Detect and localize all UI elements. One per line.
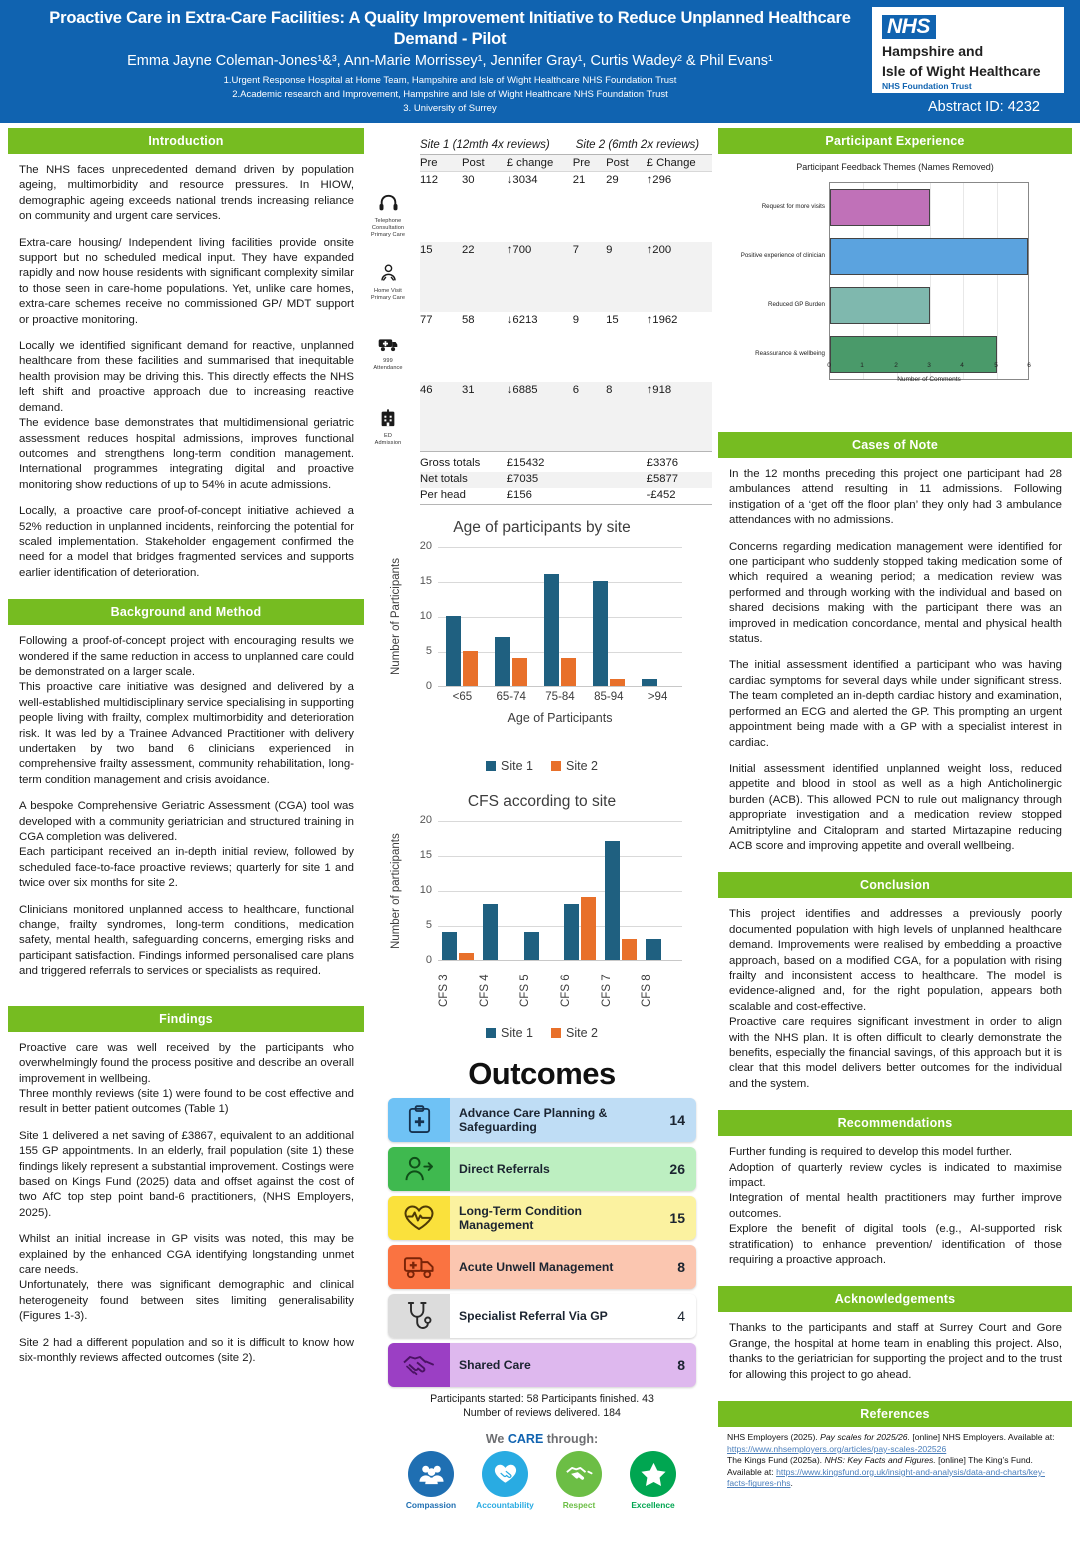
cell-r0c2: ↓3034 bbox=[506, 174, 538, 186]
people-icon bbox=[408, 1451, 454, 1497]
feedback-ylabel-1: Positive experience of clinician bbox=[740, 252, 825, 259]
chart-age-by-site bbox=[372, 519, 712, 775]
cell-r1c5: ↑200 bbox=[647, 242, 712, 312]
table-row bbox=[420, 382, 712, 452]
legend-label-site2: Site 2 bbox=[566, 758, 598, 773]
outcomes-title: Outcomes bbox=[468, 1055, 616, 1091]
chart-cfs-ytick-20: 20 bbox=[419, 813, 432, 826]
section-body-conclusion bbox=[718, 898, 1072, 1096]
section-header-recommendations: Recommendations bbox=[718, 1110, 1072, 1136]
care-title-suffix: through: bbox=[543, 1431, 599, 1446]
stats-line-2: Number of reviews delivered. 184 bbox=[463, 1406, 621, 1419]
table-row-icons bbox=[362, 194, 414, 460]
middle-column bbox=[372, 128, 712, 1510]
chart-cfs-title: CFS according to site bbox=[467, 792, 617, 810]
chart-age-xtick-1: 65-74 bbox=[496, 690, 526, 703]
legend-label-site1: Site 1 bbox=[501, 758, 533, 773]
case-p3: The initial assessment identified a participant who was having cardiac symptoms for several days while under significant stress. The team completed an in-depth cardiac history and examination, performed an ECG and alerted the GP. This prompting an urgent appointment being made with a GP with a specialist interest in cardiac. bbox=[729, 659, 1062, 749]
care-values-block bbox=[372, 1432, 712, 1510]
outcome-card-acute-unwell[interactable] bbox=[388, 1245, 696, 1289]
ambulance-icon bbox=[362, 336, 414, 358]
section-body-acknowledgements bbox=[718, 1312, 1072, 1387]
totals-site2-perhead: -£452 bbox=[646, 489, 676, 501]
section-header-conclusion: Conclusion bbox=[718, 872, 1072, 898]
chart-age-xlabel: Age of Participants bbox=[507, 710, 613, 725]
find-p2: Three monthly reviews (site 1) were found to be cost effective and result in better patient outcomes (Table 1) bbox=[19, 1087, 354, 1116]
rec-p4: Explore the benefit of digital tools (e.g., AI-supported risk stratification) to enhance prevention/ identification of those requiring a proactive approach. bbox=[729, 1223, 1062, 1267]
home-visit-icon bbox=[362, 264, 414, 288]
intro-p5: Locally, a proactive care proof-of-concept initiative achieved a 52% reduction in unplanned incidents, reinforcing the potential for scaled implementation. Stakeholder engagement confirmed the need for a model that bridges fragmented services and supports earlier identification of deterioration. bbox=[19, 505, 354, 579]
care-title-bold: CARE bbox=[507, 1431, 544, 1446]
ref2-suffix: . bbox=[790, 1478, 793, 1489]
chart-age-plot bbox=[419, 539, 682, 692]
totals-label-gross: Gross totals bbox=[420, 457, 481, 469]
affiliation-1: 1.Urgent Response Hospital at Home Team, Hampshire and Isle of Wight Healthcare NHS Foundation Trust bbox=[223, 75, 677, 86]
table-row bbox=[420, 172, 712, 242]
outcome-count-specialist-referral: 4 bbox=[677, 1307, 685, 1324]
section-header-findings: Findings bbox=[8, 1006, 364, 1032]
outcome-count-direct-referrals: 26 bbox=[669, 1160, 685, 1177]
feedback-bar-row-3 bbox=[830, 330, 1028, 379]
care-value-excellence bbox=[624, 1451, 682, 1510]
chart-age-ytick-10: 10 bbox=[419, 609, 432, 622]
totals-row-gross bbox=[420, 456, 712, 472]
totals-row-perhead bbox=[420, 488, 712, 504]
bg-p4: Each participant received an in-depth initial review, followed by scheduled face-to-face proactive reviews; quarterly for site 1 and twice over six months for site 2. bbox=[19, 846, 354, 890]
nhs-wordmark: NHS bbox=[882, 15, 936, 39]
ref2-prefix: The Kings Fund (2025a). bbox=[727, 1455, 825, 1466]
chart-cfs-group-1 bbox=[479, 820, 520, 960]
cell-r0c0: 112 bbox=[420, 174, 439, 186]
chart-cfs-group-3 bbox=[560, 820, 601, 960]
intro-p4: The evidence base demonstrates that multidimensional geriatric assessment reduces hospital admissions, improves functional outcomes and strengthens long-term condition management. International programmes integrating digital and proactive monitoring show reductions of up to 54% in acute admissions. bbox=[19, 417, 354, 491]
cell-r3c0: 46 bbox=[420, 382, 462, 452]
cell-r3c5: ↑918 bbox=[647, 382, 712, 452]
feedback-xtick-2: 2 bbox=[894, 362, 898, 369]
outcome-label-specialist-referral: Specialist Referral Via GP bbox=[459, 1308, 608, 1323]
cell-r2c5: ↑1962 bbox=[646, 313, 678, 326]
totals-site2-gross: £3376 bbox=[646, 457, 679, 469]
table-icon-caption-1a: Telephone Consultation bbox=[371, 218, 405, 231]
outcome-card-advance-care-planning[interactable] bbox=[388, 1098, 696, 1142]
chart-cfs-group-5 bbox=[641, 820, 682, 960]
outcome-count-advance-care-planning: 14 bbox=[669, 1111, 685, 1128]
table-row bbox=[420, 312, 712, 382]
col-head-4: Post bbox=[606, 155, 647, 172]
table-icon-row-1 bbox=[362, 194, 414, 256]
cell-r0c1: 30 bbox=[462, 174, 475, 186]
table-icon-caption-2a: Home Visit bbox=[374, 288, 402, 294]
care-value-respect bbox=[550, 1451, 608, 1510]
legend-label-cfs-site1: Site 1 bbox=[501, 1025, 533, 1040]
cell-r0c4: 29 bbox=[606, 174, 619, 186]
table-row bbox=[420, 242, 712, 312]
author-list: Emma Jayne Coleman-Jones¹&³, Ann-Marie Morrissey¹, Jennifer Gray¹, Curtis Wadey² & Phil Evans¹ bbox=[127, 53, 773, 69]
chart-cfs-xtick-1: CFS 4 bbox=[478, 974, 491, 1007]
outcome-label-direct-referrals: Direct Referrals bbox=[459, 1161, 550, 1176]
ref1-mid: [online] NHS Employers. Available at: bbox=[909, 1432, 1055, 1443]
outcomes-block bbox=[372, 1056, 712, 1420]
ref2-link[interactable]: https://www.kingsfund.org.uk/insight-and-analysis/data-and-charts/key-facts-figures-nhs bbox=[727, 1466, 1045, 1489]
cell-r1c4: 9 bbox=[606, 242, 647, 312]
outcome-card-specialist-referral[interactable] bbox=[388, 1294, 696, 1338]
chart-cfs-xtick-5: CFS 8 bbox=[641, 974, 654, 1007]
ref1-prefix: NHS Employers (2025). bbox=[727, 1432, 821, 1443]
chart-age-xticklabels bbox=[438, 691, 682, 703]
legend-label-cfs-site2: Site 2 bbox=[566, 1025, 598, 1040]
col-head-0: Pre bbox=[420, 155, 462, 172]
chart-age-ytick-15: 15 bbox=[419, 574, 432, 587]
feedback-bar-row-0 bbox=[830, 183, 1028, 232]
col-head-5: £ Change bbox=[647, 155, 712, 172]
ref2-title: NHS: Key Facts and Figures. bbox=[824, 1455, 936, 1466]
outcome-count-acute-unwell: 8 bbox=[677, 1258, 685, 1275]
feedback-xtick-3: 3 bbox=[927, 362, 931, 369]
table-icon-caption-4b: Admission bbox=[374, 440, 402, 446]
care-title-prefix: We bbox=[485, 1431, 508, 1446]
section-header-cases-of-note: Cases of Note bbox=[718, 432, 1072, 458]
chart-age-group-4 bbox=[633, 546, 682, 686]
intro-p2: Extra-care housing/ Independent living facilities provide onsite support but no scheduled medical input. They have expanded rapidly and now house residents with significant complexity similar to those seen in care-home populations. Yet, unlike care homes, extra-care schemes receive no commissioned GP/ MDT support or proactive monitoring. bbox=[19, 236, 354, 326]
ref1-link[interactable]: https://www.nhsemployers.org/articles/pay-scales-202526 bbox=[727, 1443, 947, 1454]
participant-stats bbox=[372, 1392, 712, 1420]
nhs-logo bbox=[872, 7, 1064, 93]
col-head-1: Post bbox=[462, 155, 507, 172]
chart-cfs-ytick-5: 5 bbox=[425, 918, 432, 931]
chart-cfs-xtick-0: CFS 3 bbox=[438, 974, 450, 1007]
section-body-findings bbox=[8, 1032, 364, 1371]
left-column bbox=[8, 128, 364, 1370]
bg-p2: This proactive care initiative was designed and delivered by a well-established multidisciplinary service specialising in supporting people living with frailty, complex multimorbidity and deterioration risk. It was led by a Trainee Advanced Practitioner with delivery undertaken by two band 6 clinicians experienced in comprehensive frailty assessment, community rehabilitation, long-term condition management and crisis avoidance. bbox=[19, 681, 354, 786]
totals-site2-net: £5877 bbox=[647, 472, 712, 488]
table-icon-caption-1b: Primary Care bbox=[370, 232, 406, 238]
section-header-introduction: Introduction bbox=[8, 128, 364, 154]
cell-r1c2: ↑700 bbox=[507, 242, 573, 312]
chart-participant-feedback bbox=[725, 162, 1065, 422]
cell-r2c1: 58 bbox=[462, 313, 475, 326]
site1-header: Site 1 (12mth 4x reviews) bbox=[420, 139, 550, 151]
care-values-row bbox=[372, 1451, 712, 1510]
rec-p1: Further funding is required to develop this model further. bbox=[729, 1146, 1013, 1159]
cell-r2c0: 77 bbox=[420, 313, 433, 326]
table-icon-caption-4a: ED bbox=[384, 433, 392, 439]
chart-age-ytick-20: 20 bbox=[419, 539, 432, 552]
star-icon bbox=[630, 1451, 676, 1497]
cell-r1c1: 22 bbox=[462, 242, 507, 312]
headset-icon bbox=[362, 194, 414, 218]
concl-p1: This project identifies and addresses a previously poorly documented population with high levels of unplanned healthcare demand. Improvements were realised by embedding a proactive approach, based on a modified CGA, for a population with rising frailty and inconsistent access to healthcare. The model is evidence-aligned and, for the right population, appears both scalable and cost-effective. bbox=[729, 908, 1062, 1013]
affiliation-3: 3. University of Surrey bbox=[403, 103, 497, 114]
outcome-count-shared-care: 8 bbox=[677, 1356, 685, 1373]
totals-site1-net: £7035 bbox=[507, 472, 647, 488]
feedback-xlabel: Number of Comments bbox=[897, 376, 961, 383]
outcome-label-ltc-management: Long-Term Condition Management bbox=[459, 1203, 582, 1232]
chart-cfs-ytick-0: 0 bbox=[425, 953, 432, 966]
chart-cfs-ylabel: Number of participants bbox=[390, 832, 402, 949]
chart-age-xtick-3: 85-94 bbox=[594, 690, 624, 703]
chart-cfs-ytick-10: 10 bbox=[419, 883, 432, 896]
feedback-bar-row-2 bbox=[830, 281, 1028, 330]
table-icon-caption-3a: 999 bbox=[383, 358, 393, 364]
cell-r3c1: 31 bbox=[462, 382, 507, 452]
chart-cfs-group-4 bbox=[601, 820, 642, 960]
chart-cfs-xtick-4: CFS 7 bbox=[600, 974, 613, 1007]
cost-table bbox=[420, 154, 712, 505]
stethoscope-icon bbox=[388, 1294, 450, 1338]
trust-name-line2: Isle of Wight Healthcare bbox=[882, 63, 1041, 79]
chart-feedback-plot bbox=[829, 182, 1029, 380]
intro-p3: Locally we identified significant demand for reactive, unplanned healthcare from these facilities and summarised that inequitable health provision may be driving this. This directly effects the NHS left shift and proactive approach due to increasing reactive demand. bbox=[19, 340, 354, 414]
find-p3: Site 1 delivered a net saving of £3867, equivalent to an additional 155 GP appointments. In an elderly, frail population (site 1) these findings likely represent a substantial improvement. Costings were based on Kings Fund (2025) data and offset against the cost of two AfC top step point band-6 practitioners, (NHS Employers, 2025). bbox=[19, 1129, 354, 1219]
table-icon-row-3 bbox=[362, 328, 414, 400]
bg-p1: Following a proof-of-concept project with encouraging results we wondered if the same reduction in access to unplanned care could be demonstrated on a larger scale. bbox=[19, 635, 354, 678]
trust-name-line1: Hampshire and bbox=[882, 43, 984, 59]
chart-age-group-1 bbox=[487, 546, 536, 686]
table-header-row bbox=[420, 155, 712, 172]
clipboard-plus-icon bbox=[388, 1098, 450, 1142]
rec-p2: Adoption of quarterly review cycles is indicated to maximise impact. bbox=[729, 1161, 1062, 1190]
cell-r3c4: 8 bbox=[606, 382, 647, 452]
totals-row-net bbox=[420, 472, 712, 488]
feedback-xtick-1: 1 bbox=[860, 362, 864, 369]
case-p1: In the 12 months preceding this project one participant had 28 ambulances attend resulting in 11 admissions. Following instigation of a ‘get off the floor plan’ they only had 3 ambulance attendances with no admissions. bbox=[729, 468, 1062, 527]
care-label-respect: Respect bbox=[562, 1499, 596, 1510]
section-header-acknowledgements: Acknowledgements bbox=[718, 1286, 1072, 1312]
cell-r2c4: 15 bbox=[606, 313, 619, 326]
handshake-icon bbox=[388, 1343, 450, 1387]
chart-age-ytick-0: 0 bbox=[425, 679, 432, 692]
section-body-recommendations bbox=[718, 1136, 1072, 1272]
feedback-bar-0 bbox=[830, 189, 930, 226]
poster-title: Proactive Care in Extra-Care Facilities: A Quality Improvement Initiative to Reduce Unplanned Healthcare Demand - Pilot bbox=[49, 9, 851, 48]
hospital-icon bbox=[362, 408, 414, 433]
ref1-title: Pay scales for 2025/26. bbox=[820, 1432, 910, 1443]
care-value-compassion bbox=[402, 1451, 460, 1510]
care-value-accountability bbox=[476, 1451, 534, 1510]
col-head-3: Pre bbox=[573, 155, 606, 172]
reference-item-2 bbox=[727, 1455, 1064, 1490]
abstract-id: Abstract ID: 4232 bbox=[927, 99, 1040, 115]
table-icon-caption-3b: Attendance bbox=[373, 365, 403, 371]
handshake-icon bbox=[556, 1451, 602, 1497]
outcome-card-shared-care[interactable] bbox=[388, 1343, 696, 1387]
outcome-count-ltc-management: 15 bbox=[669, 1209, 685, 1226]
outcome-label-shared-care: Shared Care bbox=[459, 1357, 531, 1372]
reference-item-1 bbox=[727, 1432, 1064, 1455]
find-p5: Unfortunately, there was significant demographic and clinical heterogeneity found between sites limiting generalisability (Figures 1-3). bbox=[19, 1279, 354, 1323]
feedback-bar-row-1 bbox=[830, 232, 1028, 281]
trust-name-line3: NHS Foundation Trust bbox=[882, 81, 972, 91]
chart-age-group-3 bbox=[584, 546, 633, 686]
outcome-label-acute-unwell: Acute Unwell Management bbox=[459, 1259, 614, 1274]
chart-age-xtick-2: 75-84 bbox=[545, 690, 575, 703]
find-p1: Proactive care was well received by the participants who overwhelmingly found the process positive and describe an overall improvement in wellbeing. bbox=[19, 1041, 354, 1085]
chart-cfs-xticklabels bbox=[438, 965, 682, 1017]
cell-r3c2: ↓6885 bbox=[507, 382, 573, 452]
chart-cfs-by-site bbox=[372, 793, 712, 1042]
cell-r0c5: ↑296 bbox=[646, 174, 672, 186]
feedback-ylabel-3: Reassurance & wellbeing bbox=[755, 350, 825, 357]
col-head-2: £ change bbox=[507, 155, 573, 172]
cell-r0c3: 21 bbox=[572, 174, 586, 186]
chart-age-ylabel: Number of Participants bbox=[390, 558, 402, 675]
care-values-title bbox=[372, 1432, 712, 1446]
cell-r2c3: 9 bbox=[572, 313, 580, 326]
legend-item-site2 bbox=[551, 757, 598, 775]
outcome-label-advance-care-planning: Advance Care Planning & Safeguarding bbox=[459, 1105, 608, 1134]
section-header-participant-experience: Participant Experience bbox=[718, 128, 1072, 154]
chart-cfs-group-2 bbox=[519, 820, 560, 960]
chart-age-ytick-5: 5 bbox=[425, 644, 432, 657]
totals-site1-gross: £15432 bbox=[506, 457, 545, 469]
chart-age-xtick-4: >94 bbox=[647, 690, 668, 703]
chart-age-group-2 bbox=[536, 546, 585, 686]
bg-p3: A bespoke Comprehensive Geriatric Assessment (CGA) tool was developed with a community geriatrician and structured training in CGA completion was delivered. bbox=[19, 800, 354, 844]
care-label-compassion: Compassion bbox=[405, 1499, 457, 1510]
ref2-mid: [online] The King’s Fund. Available at: bbox=[727, 1455, 1033, 1477]
table-icon-row-2 bbox=[362, 256, 414, 328]
affiliation-2: 2.Academic research and Improvement, Hampshire and Isle of Wight Healthcare NHS Foundation Trust bbox=[232, 89, 668, 100]
poster-header bbox=[0, 0, 1080, 125]
ack-p1: Thanks to the participants and staff at Surrey Court and Gore Grange, the hospital at home team in enabling this project. Also, thanks to the geriatrician for supporting the project and to the trust for allowing this project to go ahead. bbox=[729, 1322, 1062, 1381]
feedback-bar-2 bbox=[830, 287, 930, 324]
chart-age-xtick-0: <65 bbox=[452, 690, 473, 703]
feedback-ylabel-2: Reduced GP Burden bbox=[768, 301, 825, 308]
totals-site1-perhead: £156 bbox=[506, 489, 532, 501]
outcome-card-direct-referrals[interactable] bbox=[388, 1147, 696, 1191]
section-header-references: References bbox=[718, 1401, 1072, 1427]
cell-r3c3: 6 bbox=[573, 382, 606, 452]
heart-hand-icon bbox=[482, 1451, 528, 1497]
find-p4: Whilst an initial increase in GP visits was noted, this may be explained by the enhanced CGA identifying longstanding unmet care needs. bbox=[19, 1233, 354, 1276]
stats-line-1: Participants started: 58 Participants finished. 43 bbox=[430, 1392, 654, 1405]
chart-cfs-group-0 bbox=[438, 820, 479, 960]
concl-p2: Proactive care requires significant investment in order to align with the NHS plan. It is often difficult to clearly demonstrate the benefits, especially the financial savings, of this approach but it is clear that this model delivers better outcomes for the individual and the system. bbox=[729, 1016, 1062, 1090]
cell-r2c2: ↓6213 bbox=[506, 313, 538, 326]
chart-age-group-0 bbox=[438, 546, 487, 686]
section-body-cases-of-note bbox=[718, 458, 1072, 858]
section-header-background: Background and Method bbox=[8, 599, 364, 625]
find-p6: Site 2 had a different population and so it is difficult to know how six-monthly reviews affected outcomes (site 2). bbox=[19, 1336, 354, 1364]
care-label-accountability: Accountability bbox=[476, 1499, 534, 1510]
header-divider bbox=[0, 123, 1080, 126]
chart-cfs-plot bbox=[419, 813, 682, 966]
right-column bbox=[718, 128, 1072, 1490]
feedback-xtick-6: 6 bbox=[1027, 362, 1031, 369]
intro-p1: The NHS faces unprecedented demand driven by population ageing, multimorbidity and resource pressures. In HIOW, demographic ageing exceeds national trends increasing reliance on community and urgent care services. bbox=[19, 164, 354, 223]
feedback-xtick-0: 0 bbox=[827, 362, 831, 369]
table-icon-caption-2b: Primary Care bbox=[370, 295, 406, 301]
rec-p3: Integration of mental health practitioners may further improve outcomes. bbox=[729, 1192, 1062, 1220]
chart-feedback-title: Participant Feedback Themes (Names Removed) bbox=[796, 162, 994, 172]
totals-label-net: Net totals bbox=[420, 472, 507, 488]
chart-age-title: Age of participants by site bbox=[453, 518, 631, 536]
section-body-introduction bbox=[8, 154, 364, 585]
chart-cfs-xtick-2: CFS 5 bbox=[519, 974, 532, 1007]
case-p2: Concerns regarding medication management were identified for one participant who suddenly stopped taking medication some of which required a weaning period; a medication review was performed and through working with the individual and based on shared decisions making with the participant there was an improved in medication concordance, mental and physical health status. bbox=[729, 540, 1062, 646]
outcome-card-ltc-management[interactable] bbox=[388, 1196, 696, 1240]
chart-age-legend bbox=[372, 757, 712, 775]
feedback-xtick-4: 4 bbox=[960, 362, 964, 369]
cell-r1c0: 15 bbox=[420, 242, 462, 312]
section-body-background bbox=[8, 625, 364, 984]
chart-cfs-ytick-15: 15 bbox=[419, 848, 432, 861]
feedback-bar-1 bbox=[830, 238, 1028, 275]
feedback-ylabel-0: Request for more visits bbox=[761, 203, 825, 210]
cell-r1c3: 7 bbox=[573, 242, 606, 312]
table-site-headers bbox=[372, 138, 712, 152]
care-label-excellence: Excellence bbox=[631, 1499, 675, 1510]
person-arrow-icon bbox=[388, 1147, 450, 1191]
references-list bbox=[718, 1427, 1072, 1490]
ambulance-plus-icon bbox=[388, 1245, 450, 1289]
heart-pulse-icon bbox=[388, 1196, 450, 1240]
site2-header: Site 2 (6mth 2x reviews) bbox=[575, 139, 700, 151]
table-icon-row-4 bbox=[362, 400, 414, 460]
cost-table-block bbox=[372, 138, 712, 505]
bg-p5: Clinicians monitored unplanned access to healthcare, functional change, frailty syndromes, long-term conditions, medication safety, mental health, safeguarding concerns, emerging risks and participant satisfaction. Findings informed personalised care plans and triggered referrals to services or specialists as required. bbox=[19, 903, 354, 978]
chart-cfs-xtick-3: CFS 6 bbox=[560, 974, 573, 1007]
feedback-xtick-5: 5 bbox=[994, 362, 998, 369]
legend-item-site1 bbox=[486, 757, 533, 775]
totals-label-perhead: Per head bbox=[420, 489, 466, 501]
case-p4: Initial assessment identified unplanned weight loss, reduced appetite and blood in stool as well as a high Anticholinergic burden (ACB). This allowed PCN to rule out malignancy through appropriate investigation and a medication review stopped Amitriptyline and Citalopram and started Mirtazapine reducing ACB score and improving appetite and overall wellbeing. bbox=[729, 762, 1062, 852]
